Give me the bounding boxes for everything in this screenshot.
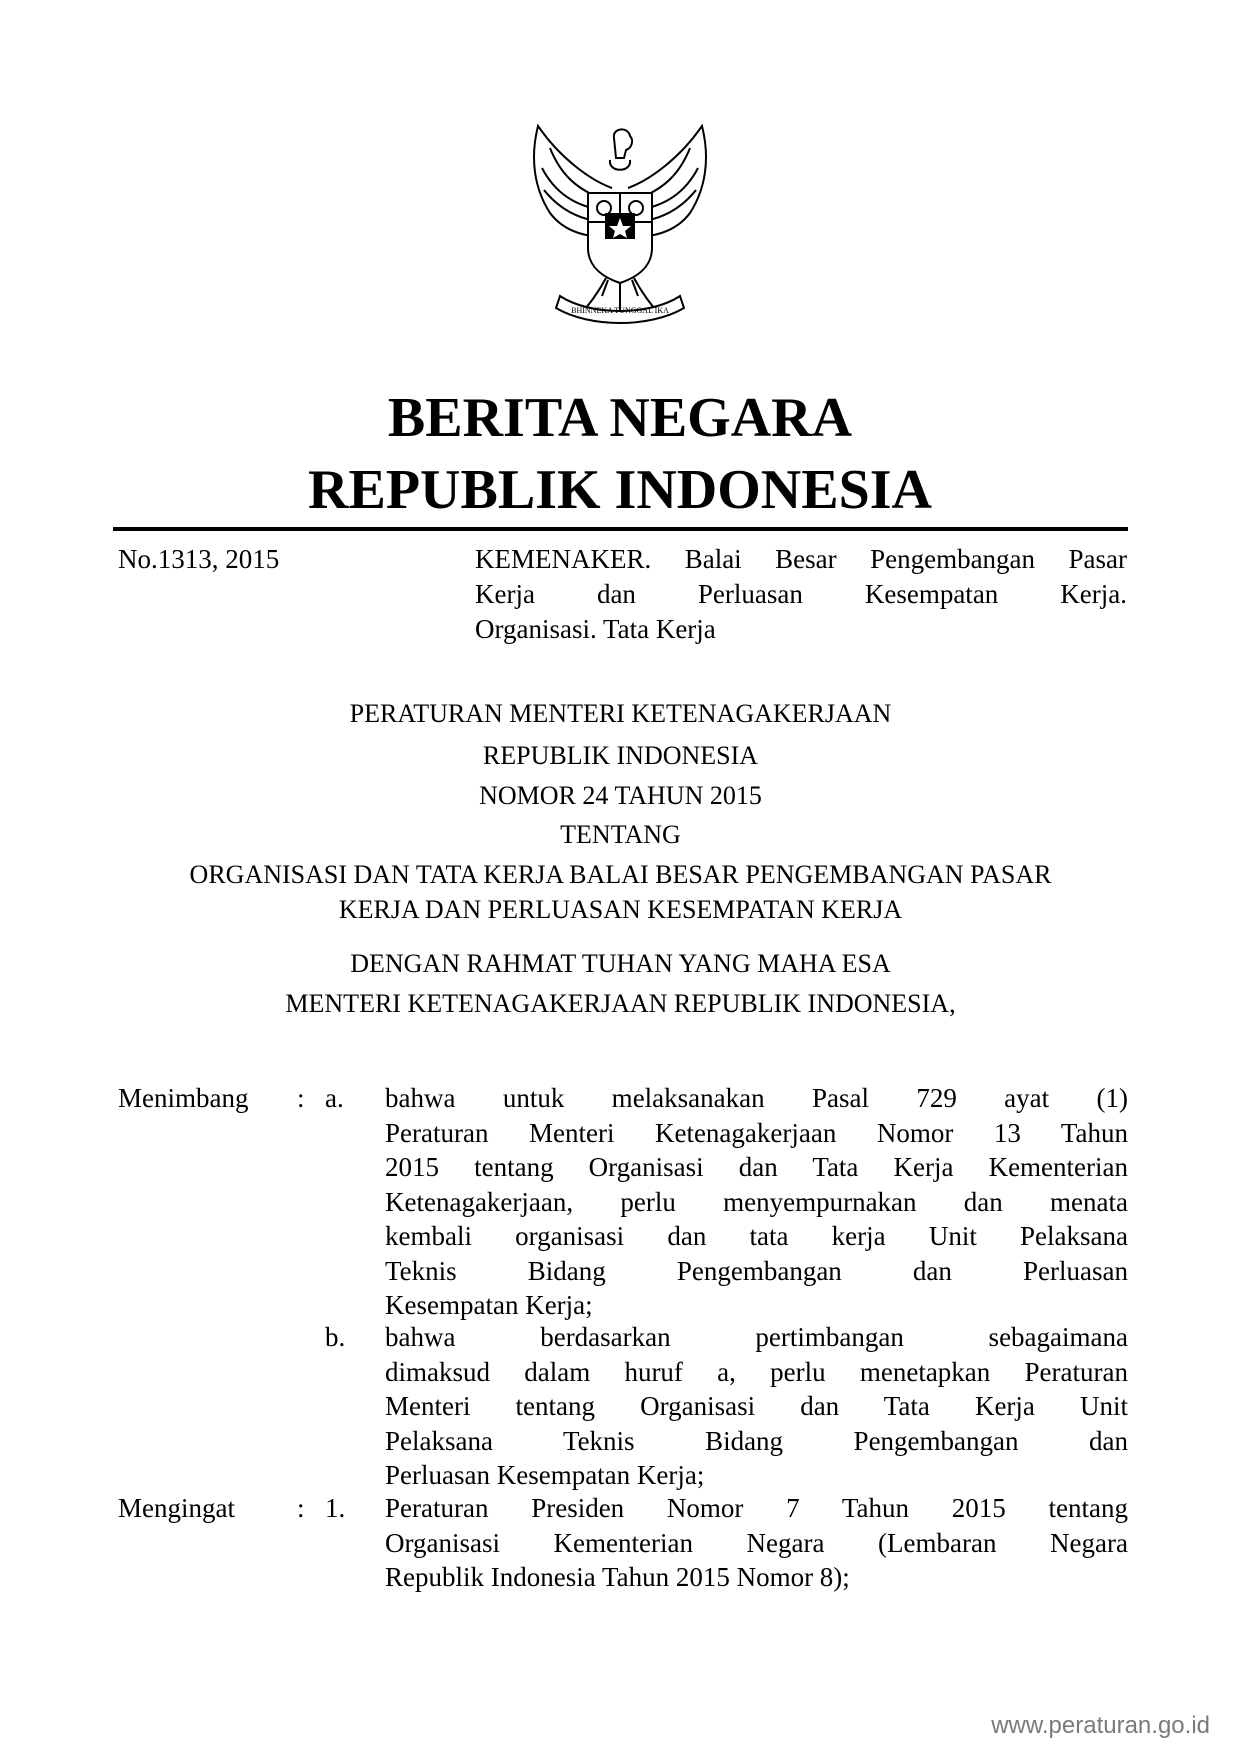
text-line: dimaksud dalam huruf a, perlu menetapkan Peraturan	[385, 1356, 1128, 1387]
regulation-title-line: ORGANISASI DAN TATA KERJA BALAI BESAR PENGEMBANGAN PASAR	[189, 860, 1052, 889]
regulation-country: REPUBLIK INDONESIA	[482, 741, 759, 770]
text-line: Pelaksana Teknis Bidang Pengembangan dan	[385, 1425, 1128, 1456]
menimbang-label: Menimbang	[118, 1083, 249, 1113]
preamble-line: DENGAN RAHMAT TUHAN YANG MAHA ESA	[350, 949, 891, 978]
text-line: Perluasan Kesempatan Kerja;	[385, 1460, 705, 1490]
masthead-subtitle: REPUBLIK INDONESIA	[308, 459, 932, 521]
subject-line: Organisasi. Tata Kerja	[475, 614, 716, 644]
mengingat-label: Mengingat	[118, 1493, 235, 1523]
mengingat-colon: :	[297, 1493, 305, 1523]
regulation-type: PERATURAN MENTERI KETENAGAKERJAAN	[349, 699, 892, 728]
item-marker: a.	[325, 1083, 344, 1113]
menimbang-item-b	[385, 1320, 1128, 1493]
mengingat-item-1	[385, 1491, 1128, 1595]
text-line: Menteri tentang Organisasi dan Tata Kerja Unit	[385, 1391, 1128, 1421]
text-line: Peraturan Presiden Nomor 7 Tahun 2015 tentang	[385, 1493, 1128, 1523]
subject-line: Kerja dan Perluasan Kesempatan Kerja.	[475, 579, 1127, 609]
text-line: Teknis Bidang Pengembangan dan Perluasan	[385, 1255, 1128, 1286]
emblem-motto-text: BHINNEKA TUNGGAL IKA	[571, 306, 669, 315]
text-line: bahwa berdasarkan pertimbangan sebagaimana	[385, 1322, 1128, 1352]
text-line: 2015 tentang Organisasi dan Tata Kerja Kementerian	[385, 1152, 1128, 1182]
regulation-title-line: KERJA DAN PERLUASAN KESEMPATAN KERJA	[338, 895, 903, 924]
menimbang-item-a	[385, 1081, 1128, 1323]
gazette-number: No.1313, 2015	[118, 544, 280, 574]
garuda-emblem-icon	[520, 118, 720, 328]
text-line: Ketenagakerjaan, perlu menyempurnakan dan menata	[385, 1186, 1128, 1217]
text-line: Republik Indonesia Tahun 2015 Nomor 8);	[385, 1562, 850, 1592]
item-marker: 1.	[325, 1493, 346, 1523]
regulation-title	[113, 857, 1128, 927]
gazette-subject	[475, 542, 1127, 647]
footer-url: www.peraturan.go.id	[991, 1712, 1210, 1739]
preamble-line: MENTERI KETENAGAKERJAAN REPUBLIK INDONESIA,	[285, 989, 956, 1018]
menimbang-colon: :	[297, 1083, 305, 1113]
subject-line: KEMENAKER. Balai Besar Pengembangan Pasar	[475, 544, 1127, 574]
text-line: Peraturan Menteri Ketenagakerjaan Nomor 13 Tahun	[385, 1117, 1128, 1148]
regulation-number: NOMOR 24 TAHUN 2015	[479, 781, 762, 810]
text-line: Kesempatan Kerja;	[385, 1290, 593, 1320]
text-line: Organisasi Kementerian Negara (Lembaran Negara	[385, 1527, 1128, 1558]
masthead-title: BERITA NEGARA	[387, 387, 853, 449]
item-marker: b.	[325, 1322, 346, 1352]
text-line: bahwa untuk melaksanakan Pasal 729 ayat (1)	[385, 1083, 1128, 1113]
regulation-about: TENTANG	[560, 820, 681, 849]
header-divider	[113, 527, 1128, 531]
text-line: kembali organisasi dan tata kerja Unit Pelaksana	[385, 1221, 1128, 1251]
